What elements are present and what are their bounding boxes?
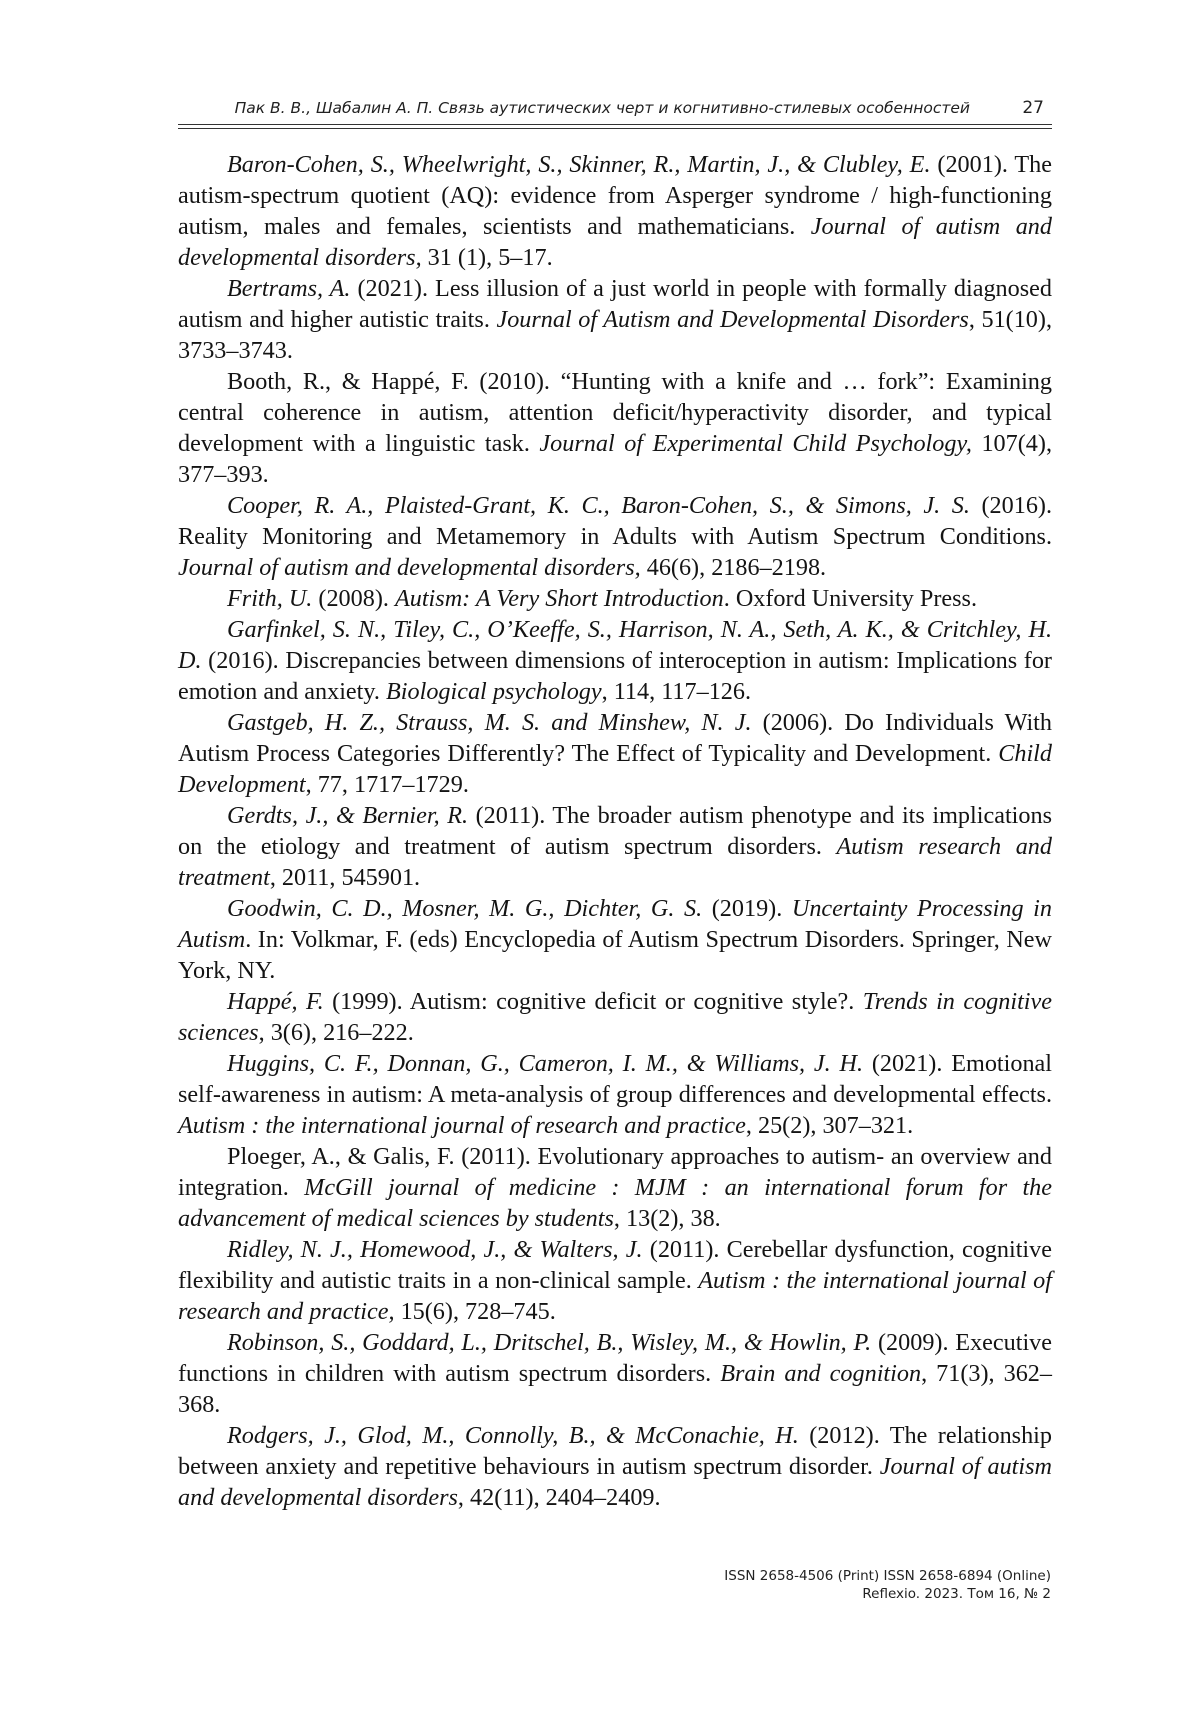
reference-italic-run: Bertrams, A. <box>227 275 350 302</box>
reference-italic-run: Frith, U. <box>227 585 312 612</box>
reference-list <box>178 149 1052 1513</box>
reference-italic-run: Journal of autism and developmental disorders, <box>178 213 1052 271</box>
reference-text-run: , 3(6), 216–222. <box>259 1019 414 1046</box>
reference-text-run: (2001). The autism-spectrum quotient (AQ): evidence from Asperger syndrome / high-functioning autism, males and females, scientists and mathematicians. <box>178 151 1052 240</box>
reference-italic-run: Journal of Autism and Developmental Disorders <box>496 306 968 333</box>
reference-text-run: , 42(11), 2404–2409. <box>458 1484 661 1511</box>
reference-text-run: (1999). Autism: cognitive deficit or cognitive style?. <box>324 988 863 1015</box>
reference-entry <box>178 1234 1052 1327</box>
reference-text-run: , 77, 1717–1729. <box>306 771 469 798</box>
reference-text-run: , 2011, 545901. <box>270 864 420 891</box>
reference-italic-run: Goodwin, C. D., Mosner, M. G., Dichter, G. S. <box>227 895 702 922</box>
reference-italic-run: Journal of autism and developmental disorders <box>178 1453 1052 1511</box>
reference-italic-run: Journal of autism and developmental disorders, <box>178 554 641 581</box>
reference-entry <box>178 893 1052 986</box>
reference-entry <box>178 583 1052 614</box>
reference-entry <box>178 707 1052 800</box>
reference-text-run: (2008). <box>312 585 395 612</box>
reference-text-run: (2006). Do Individuals With Autism Process Categories Differently? The Effect of Typicality and Development. <box>178 709 1052 767</box>
reference-italic-run: Uncertainty Processing in Autism <box>178 895 1052 953</box>
reference-entry <box>178 986 1052 1048</box>
reference-text-run: 46(6), 2186–2198. <box>641 554 826 581</box>
reference-text-run: 107(4), 377–393. <box>178 430 1052 488</box>
reference-entry <box>178 614 1052 707</box>
header-rule-bottom <box>178 128 1052 129</box>
reference-entry <box>178 1141 1052 1234</box>
reference-text-run: Booth, R., & Happé, F. (2010). “Hunting with a knife and … fork”: Examining central coherence in autism, attention deficit/hyperactivity disorder, and typical development with a linguistic task. <box>178 368 1052 457</box>
reference-text-run: (2011). The broader autism phenotype and its implications on the etiology and treatment of autism spectrum disorders. <box>178 802 1052 860</box>
journal-page <box>0 0 1200 1729</box>
reference-text-run: , 114, 117–126. <box>602 678 751 705</box>
reference-text-run: (2011). Cerebellar dysfunction, cognitive flexibility and autistic traits in a non-clinical sample. <box>178 1236 1052 1294</box>
reference-italic-run: Cooper, R. A., Plaisted-Grant, K. C., Baron-Cohen, S., & Simons, J. S. <box>227 492 970 519</box>
reference-entry <box>178 490 1052 583</box>
reference-entry <box>178 366 1052 490</box>
issn-line: ISSN 2658-4506 (Print) ISSN 2658-6894 (Online) <box>560 1567 1051 1585</box>
reference-entry <box>178 1327 1052 1420</box>
page-number: 27 <box>1022 98 1044 118</box>
reference-italic-run: Journal of Experimental Child Psychology, <box>539 430 972 457</box>
reference-italic-run: Robinson, S., Goddard, L., Dritschel, B., Wisley, M., & Howlin, P. <box>227 1329 871 1356</box>
reference-italic-run: Ridley, N. J., Homewood, J., & Walters, J. <box>227 1236 643 1263</box>
reference-italic-run: Biological psychology <box>386 678 602 705</box>
reference-italic-run: Autism: A Very Short Introduction <box>395 585 724 612</box>
reference-italic-run: Child Development <box>178 740 1052 798</box>
reference-italic-run: Gerdts, J., & Bernier, R. <box>227 802 468 829</box>
running-header <box>178 95 1052 123</box>
journal-issue-line: Reflexio. 2023. Том 16, № 2 <box>560 1585 1051 1603</box>
reference-italic-run: Rodgers, J., Glod, M., Connolly, B., & McConachie, H. <box>227 1422 799 1449</box>
reference-italic-run: Garfinkel, S. N., Tiley, C., O’Keeffe, S., Harrison, N. A., Seth, A. K., & Critchley, H. D. <box>178 616 1052 674</box>
reference-text-run: (2016). Discrepancies between dimensions of interoception in autism: Implications for emotion and anxiety. <box>178 647 1052 705</box>
reference-text-run: , 13(2), 38. <box>614 1205 721 1232</box>
reference-italic-run: Huggins, C. F., Donnan, G., Cameron, I. M., & Williams, J. H. <box>227 1050 863 1077</box>
reference-text-run: (2021). Emotional self-awareness in autism: A meta-analysis of group differences and developmental effects. <box>178 1050 1052 1108</box>
reference-italic-run: Autism : the international journal of research and practice <box>178 1112 746 1139</box>
reference-italic-run: Autism research and treatment <box>178 833 1052 891</box>
reference-text-run: (2016). Reality Monitoring and Metamemory in Adults with Autism Spectrum Conditions. <box>178 492 1052 550</box>
reference-entry <box>178 273 1052 366</box>
reference-italic-run: Happé, F. <box>227 988 324 1015</box>
reference-text-run: 15(6), 728–745. <box>395 1298 556 1325</box>
reference-entry <box>178 1048 1052 1141</box>
page-footer <box>560 1567 1051 1603</box>
reference-italic-run: Brain and cognition <box>720 1360 921 1387</box>
reference-text-run: (2021). Less illusion of a just world in people with formally diagnosed autism and higher autistic traits. <box>178 275 1052 333</box>
running-title: Пак В. В., Шабалин А. П. Связь аутистических черт и когнитивно-стилевых особенностей <box>235 99 970 117</box>
reference-text-run: (2009). Executive functions in children with autism spectrum disorders. <box>178 1329 1052 1387</box>
header-rule-top <box>178 124 1052 125</box>
reference-text-run: , 51(10), 3733–3743. <box>178 306 1052 364</box>
reference-entry <box>178 149 1052 273</box>
reference-text-run: (2019). <box>702 895 792 922</box>
reference-italic-run: McGill journal of medicine : MJM : an international forum for the advancement of medical sciences by students <box>178 1174 1052 1232</box>
reference-text-run: , 71(3), 362–368. <box>178 1360 1052 1418</box>
reference-text-run: , 25(2), 307–321. <box>746 1112 913 1139</box>
reference-text-run: 31 (1), 5–17. <box>422 244 553 271</box>
reference-entry <box>178 1420 1052 1513</box>
reference-italic-run: Autism : the international journal of research and practice, <box>178 1267 1052 1325</box>
reference-italic-run: Trends in cognitive sciences <box>178 988 1052 1046</box>
reference-text-run: (2012). The relationship between anxiety and repetitive behaviours in autism spectrum disorder. <box>178 1422 1052 1480</box>
reference-italic-run: Baron-Cohen, S., Wheelwright, S., Skinner, R., Martin, J., & Clubley, E. <box>227 151 931 178</box>
reference-text-run: Ploeger, A., & Galis, F. (2011). Evolutionary approaches to autism- an overview and integration. <box>178 1143 1052 1201</box>
reference-italic-run: Gastgeb, H. Z., Strauss, M. S. and Minshew, N. J. <box>227 709 752 736</box>
reference-text-run: . In: Volkmar, F. (eds) Encyclopedia of Autism Spectrum Disorders. Springer, New York, NY. <box>178 926 1052 984</box>
reference-entry <box>178 800 1052 893</box>
reference-text-run: . Oxford University Press. <box>724 585 977 612</box>
